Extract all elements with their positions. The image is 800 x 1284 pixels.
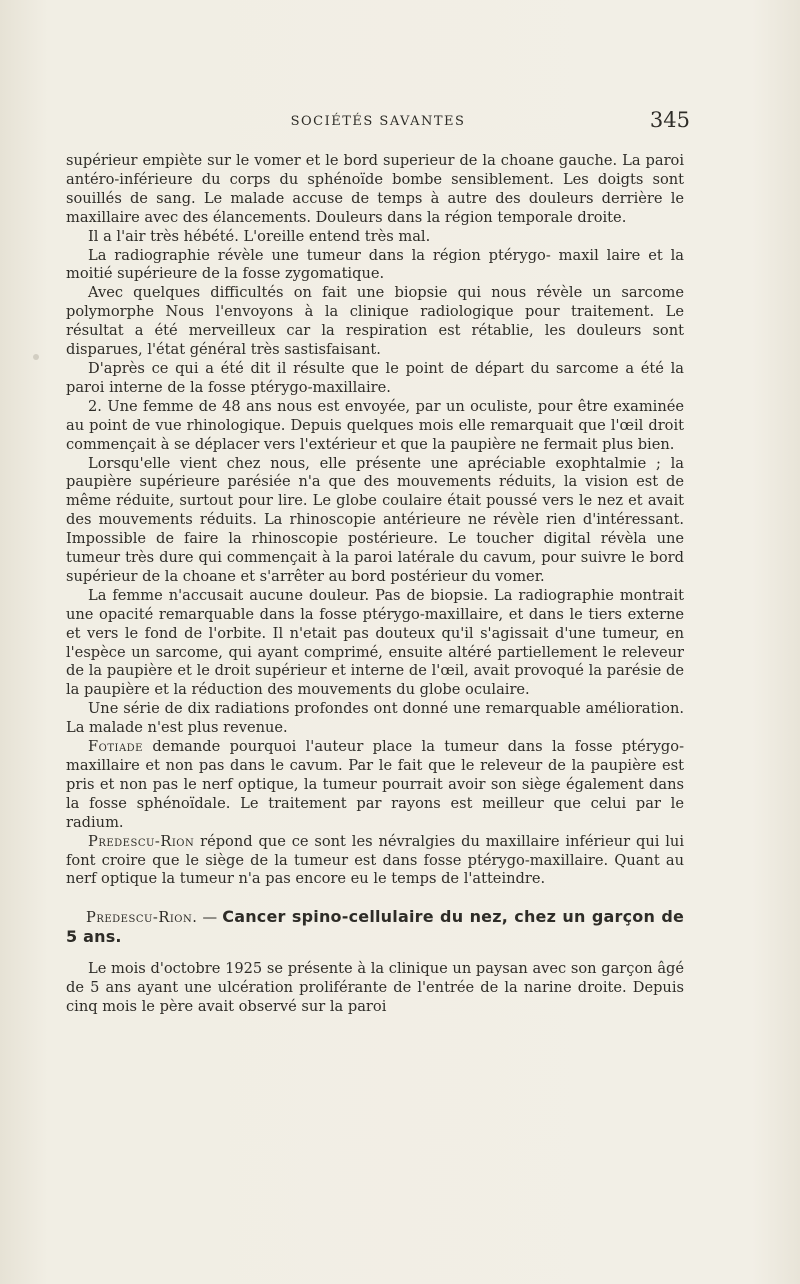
discussion-paragraph [66, 738, 684, 833]
article-body [66, 152, 684, 1017]
paper-speck [33, 354, 39, 360]
paragraph: 2. Une femme de 48 ans nous est envoyée, par un oculiste, pour être examinée au point de vue rhinologique. Depuis quelques mois elle remarquait que l'œil droit commençait à se déplacer vers l'extérieur et que la paupière ne fermait plus bien. [66, 397, 684, 453]
section-author: Predescu-Rion. [86, 909, 198, 927]
section-title: Cancer spino-cellulaire du nez, chez un garçon de 5 ans. [66, 907, 685, 947]
paragraph: Le mois d'octobre 1925 se présente à la clinique un paysan avec son garçon âgé de 5 ans ayant une ulcération proliférante de l'entrée de la narine droite. Depuis cinq mois le père avait observé sur la paroi [66, 960, 684, 1015]
paragraph: Une série de dix radiations profondes ont donné une remarquable amélioration. La malade n'est plus revenue. [66, 700, 684, 737]
paragraph: Avec quelques difficultés on fait une biopsie qui nous révèle un sarcome polymorphe Nous l'envoyons à la clinique radiologique pour traitement. Le résultat a été merveilleux car la respiration est rétablie, les douleurs sont disparues, l'état général très sastisfaisant. [66, 284, 684, 359]
discussion-text: répond que ce sont les névralgies du maxillaire inférieur qui lui font croire que le siège de la tumeur est dans fosse ptérygo-maxillaire. Quant au nerf optique la tumeur n'a pas encore eu le temps de l'atteindre. [66, 832, 684, 888]
section-heading [66, 908, 684, 948]
paragraph: La femme n'accusait aucune douleur. Pas de biopsie. La radiographie montrait une opacité remarquable dans la fosse ptérygo-maxillaire, et dans le tiers externe et vers le fond de l'orbite. Il n'etait pas douteux qu'il s'agissait d'une tumeur, en l'espèce un sarcome, qui ayant comprimé, ensuite altéré partiellement le releveur de la paupière et le droit supérieur et interne de l'œil, avait provoqué la parésie de la paupière et la réduction des mouvements du globe oculaire. [66, 586, 684, 699]
paragraph: Lorsqu'elle vient chez nous, elle présente une apréciable exophtalmie ; la paupière supérieure parésiée n'a que des mouvements réduits, la vision est de même réduite, surtout pour lire. Le globe coulaire était poussé vers le nez et avait des mouvements réduits. La rhinoscopie antérieure ne révèle rien d'intéressant. Impossible de faire la rhinoscopie postérieure. Le toucher digital révèla une tumeur très dure qui commençait à la paroi latérale du cavum, pour suivre le bord supérieur de la choane et s'arrêter au bord postérieur du vomer. [66, 454, 684, 585]
section-dash: — [202, 909, 218, 927]
page-number: 345 [649, 108, 690, 132]
running-head: SOCIÉTÉS SAVANTES [290, 114, 466, 129]
paragraph: La radiographie révèle une tumeur dans la région ptérygo- maxil laire et la moitié supérieure de la fosse zygomatique. [66, 246, 684, 283]
paragraph: D'après ce qui a été dit il résulte que le point de départ du sarcome a été la paroi interne de la fosse ptérygo-maxillaire. [66, 359, 684, 396]
paragraph-continuation: supérieur empiète sur le vomer et le bord superieur de la choane gauche. La paroi antéro-inférieure du corps du sphénoïde bombe sensiblement. Les doigts sont souillés de sang. Le malade accuse de temps à autre des douleurs derrière le maxillaire avec des élancements. Douleurs dans la région temporale droite. [66, 152, 684, 226]
discussion-text: demande pourquoi l'auteur place la tumeur dans la fosse ptérygo-maxillaire et non pas dans le cavum. Par le fait que le releveur de la paupière est pris et non pas le nerf optique, la tumeur pourrait avoir son siège également dans la fosse sphénoïdale. Le traitement par rayons est meilleur que celui par le radium. [66, 738, 684, 831]
discussion-paragraph [66, 833, 684, 890]
speaker-name: Predescu-Rion [88, 832, 195, 850]
paragraph: Il a l'air très hébété. L'oreille entend très mal. [88, 227, 431, 245]
speaker-name: Fotiade [88, 738, 143, 756]
spacer [66, 948, 684, 960]
page-header [66, 106, 690, 142]
